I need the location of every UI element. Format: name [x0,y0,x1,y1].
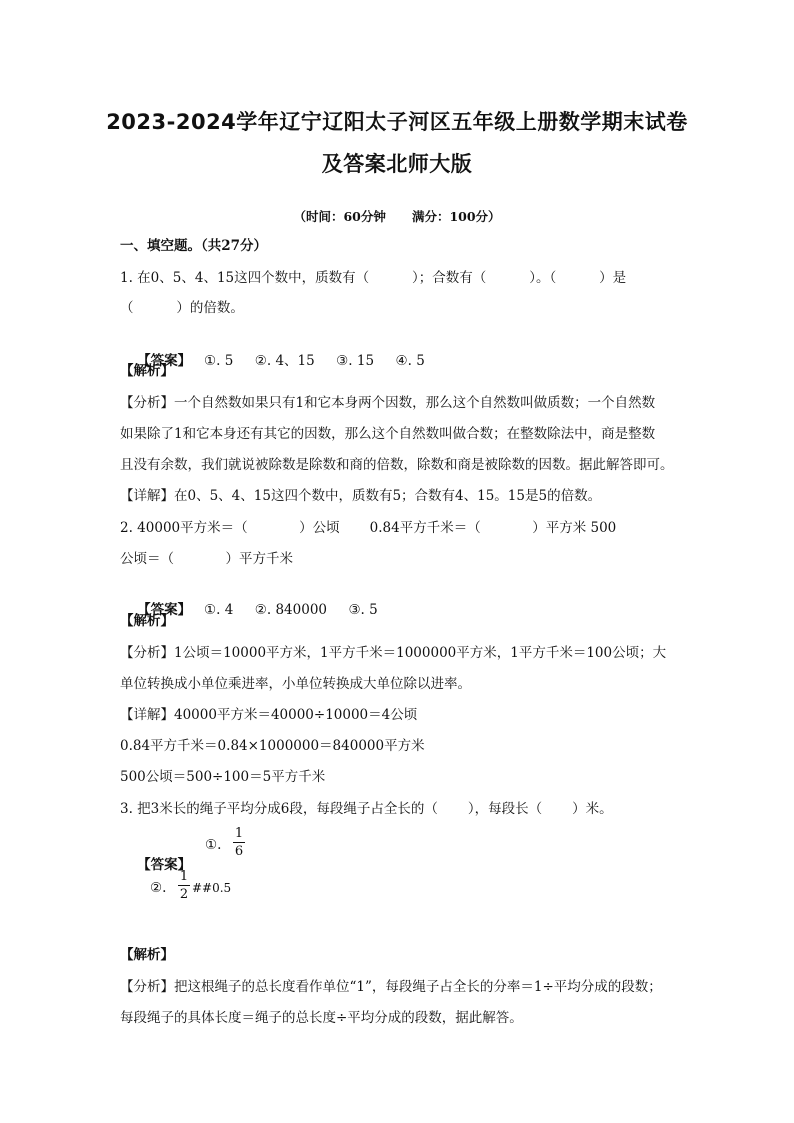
q1-answer-text: ①. 5 ②. 4、15 ③. 15 ④. 5 [191,353,425,369]
q2-analysis-tag: 【解析】 [120,613,174,629]
fraction-numerator: 1 [234,826,244,841]
q3-fenxi-line-1: 【分析】把这根绳子的总长度看作单位“1”，每段绳子占全长的分率＝1÷平均分成的段数； [120,979,662,995]
q2-stem-line-1: 2. 40000平方米＝（ ）公顷 0.84平方千米＝（ ）平方米 500 [120,520,617,536]
q3-answer-1-fraction [231,826,247,859]
fraction-denominator: 6 [234,844,244,859]
q2-answer [120,580,378,640]
q2-detail-line-3: 500公顷＝500÷100＝5平方千米 [120,769,326,785]
q2-detail-line-1: 【详解】40000平方米＝40000÷10000＝4公顷 [120,707,418,723]
answer-tag: 【答案】 [137,857,192,873]
answer-tag: 【答案】 [137,602,192,618]
q2-answer-text: ①. 4 ②. 840000 ③. 5 [191,602,378,618]
fraction-bar [178,885,190,886]
q3-analysis-tag: 【解析】 [120,947,174,963]
q1-analysis-tag: 【解析】 [120,363,174,379]
q2-fenxi-line-2: 单位转换成小单位乘进率，小单位转换成大单位除以进率。 [120,676,471,692]
q3-answer-1-prefix: ①. [205,837,222,853]
fraction-numerator: 1 [179,869,189,884]
q3-answer-2-fraction [176,869,192,902]
q3-answer-2-alt: ##0.5 [192,881,232,895]
section-heading: 一、填空题。（共27分） [120,238,268,254]
title-line-2: 及答案北师大版 [321,152,473,176]
answer-tag: 【答案】 [137,353,192,369]
q1-stem-line-2: （ ）的倍数。 [120,300,244,316]
fraction-bar [233,842,245,843]
q3-stem: 3. 把3米长的绳子平均分成6段，每段绳子占全长的（ ），每段长（ ）米。 [120,801,613,817]
q3-answer-2-prefix: ②. [150,880,167,896]
q2-stem-line-2: 公顷＝（ ）平方千米 [120,551,293,567]
exam-meta: （时间：60分钟 满分：100分） [293,209,501,224]
q1-stem-line-1: 1. 在0、5、4、15这四个数中，质数有（ ）；合数有（ ）。（ ）是 [120,270,627,286]
q1-fenxi-line-1: 【分析】一个自然数如果只有1和它本身两个因数，那么这个自然数叫做质数；一个自然数 [120,395,656,411]
q1-detail: 【详解】在0、5、4、15这四个数中，质数有5；合数有4、15。15是5的倍数。 [120,488,602,504]
q2-detail-line-2: 0.84平方千米＝0.84×1000000＝840000平方米 [120,738,425,754]
q3-fenxi-line-2: 每段绳子的具体长度＝绳子的总长度÷平均分成的段数，据此解答。 [120,1010,523,1026]
q1-fenxi-line-3: 且没有余数，我们就说被除数是除数和商的倍数，除数和商是被除数的因数。据此解答即可。 [120,457,674,473]
q1-fenxi-line-2: 如果除了1和它本身还有其它的因数，那么这个自然数叫做合数；在整数除法中，商是整数 [120,426,656,442]
title-line-1: 2023-2024学年辽宁辽阳太子河区五年级上册数学期末试卷 [106,110,688,134]
q2-fenxi-line-1: 【分析】1公顷＝10000平方米，1平方千米＝1000000平方米，1平方千米＝100公顷；大 [120,645,667,661]
fraction-denominator: 2 [179,887,189,902]
